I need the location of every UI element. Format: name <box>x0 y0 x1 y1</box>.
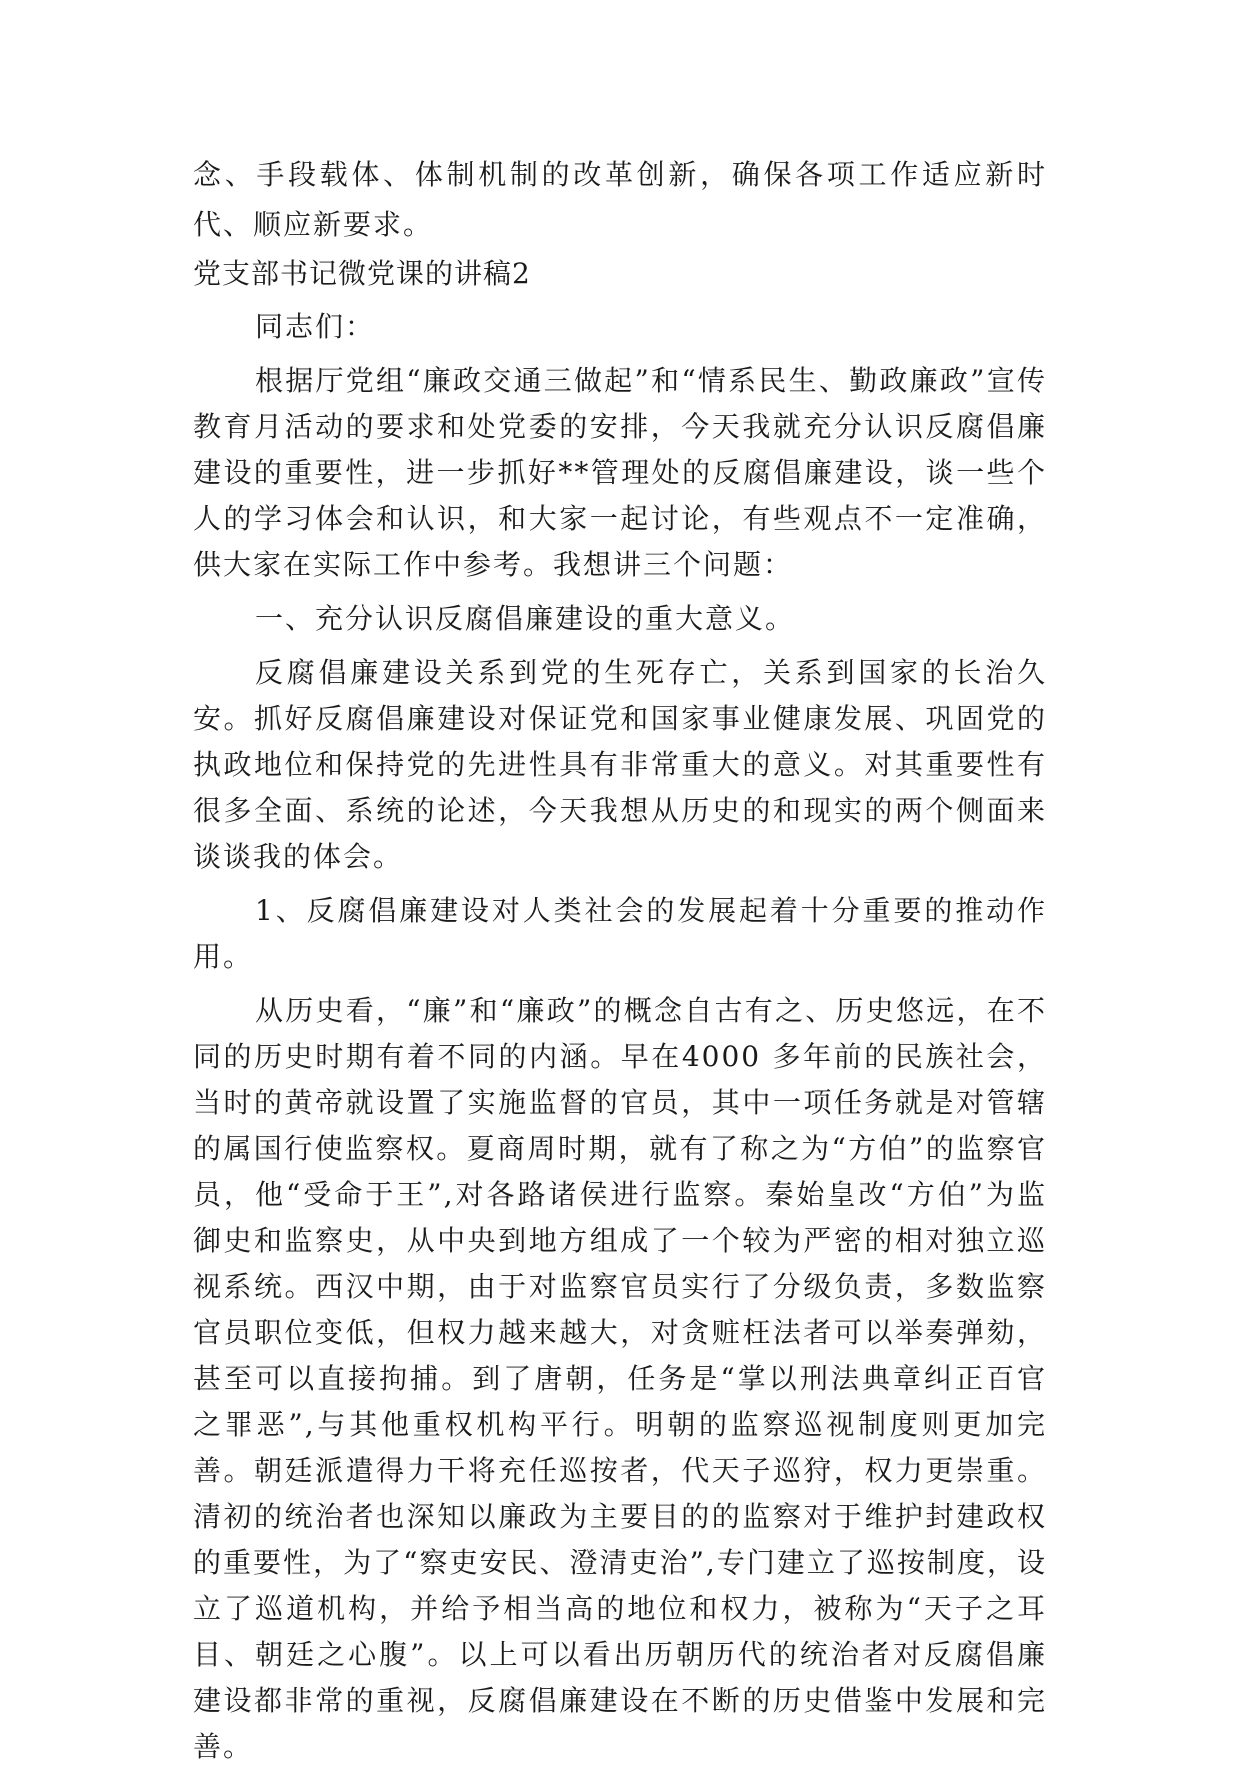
continued-paragraph: 念、手段载体、体制机制的改革创新，确保各项工作适应新时代、顺应新要求。 <box>193 158 1047 241</box>
heading-one: 一、充分认识反腐倡廉建设的重大意义。 <box>255 602 796 635</box>
section-title: 党支部书记微党课的讲稿2 <box>193 257 531 290</box>
subheading-one: 1、反腐倡廉建设对人类社会的发展起着十分重要的推动作用。 <box>193 894 1047 973</box>
paragraph-importance: 反腐倡廉建设关系到党的生死存亡，关系到国家的长治久安。抓好反腐倡廉建设对保证党和国家事业健康发展、巩固党的执政地位和保持党的先进性具有非常重大的意义。对其重要性有很多全面、系统的论述，今天我想从历史的和现实的两个侧面来谈谈我的体会。 <box>193 656 1047 873</box>
paragraph-intro: 根据厅党组“廉政交通三做起”和“情系民生、勤政廉政”宣传教育月活动的要求和处党委的安排，今天我就充分认识反腐倡廉建设的重要性，进一步抓好**管理处的反腐倡廉建设，谈一些个人的学习体会和认识，和大家一起讨论，有些观点不一定准确，供大家在实际工作中参考。我想讲三个问题： <box>193 364 1047 581</box>
paragraph-history: 从历史看，“廉”和“廉政”的概念自古有之、历史悠远，在不同的历史时期有着不同的内涵。早在4000 多年前的民族社会，当时的黄帝就设置了实施监督的官员，其中一项任务就是对管辖的属国行使监察权。夏商周时期，就有了称之为“方伯”的监察官员，他“受命于王”,对各路诸侯进行监察。秦始皇改“方伯”为监御史和监察史，从中央到地方组成了一个较为严密的相对独立巡视系统。西汉中期，由于对监察官员实行了分级负责，多数监察官员职位变低，但权力越来越大，对贪赃枉法者可以举奏弹劾，甚至可以直接拘捕。到了唐朝，任务是“掌以刑法典章纠正百官之罪恶”,与其他重权机构平行。明朝的监察巡视制度则更加完善。朝廷派遣得力干将充任巡按者，代天子巡狩，权力更崇重。清初的统治者也深知以廉政为主要目的的监察对于维护封建政权的重要性，为了“察吏安民、澄清吏治”,专门建立了巡按制度，设立了巡道机构，并给予相当高的地位和权力，被称为“天子之耳目、朝廷之心腹”。以上可以看出历朝历代的统治者对反腐倡廉建设都非常的重视，反腐倡廉建设在不断的历史借鉴中发展和完善。 <box>193 994 1047 1763</box>
salutation: 同志们： <box>255 310 376 343</box>
document-body <box>193 150 1047 1770</box>
